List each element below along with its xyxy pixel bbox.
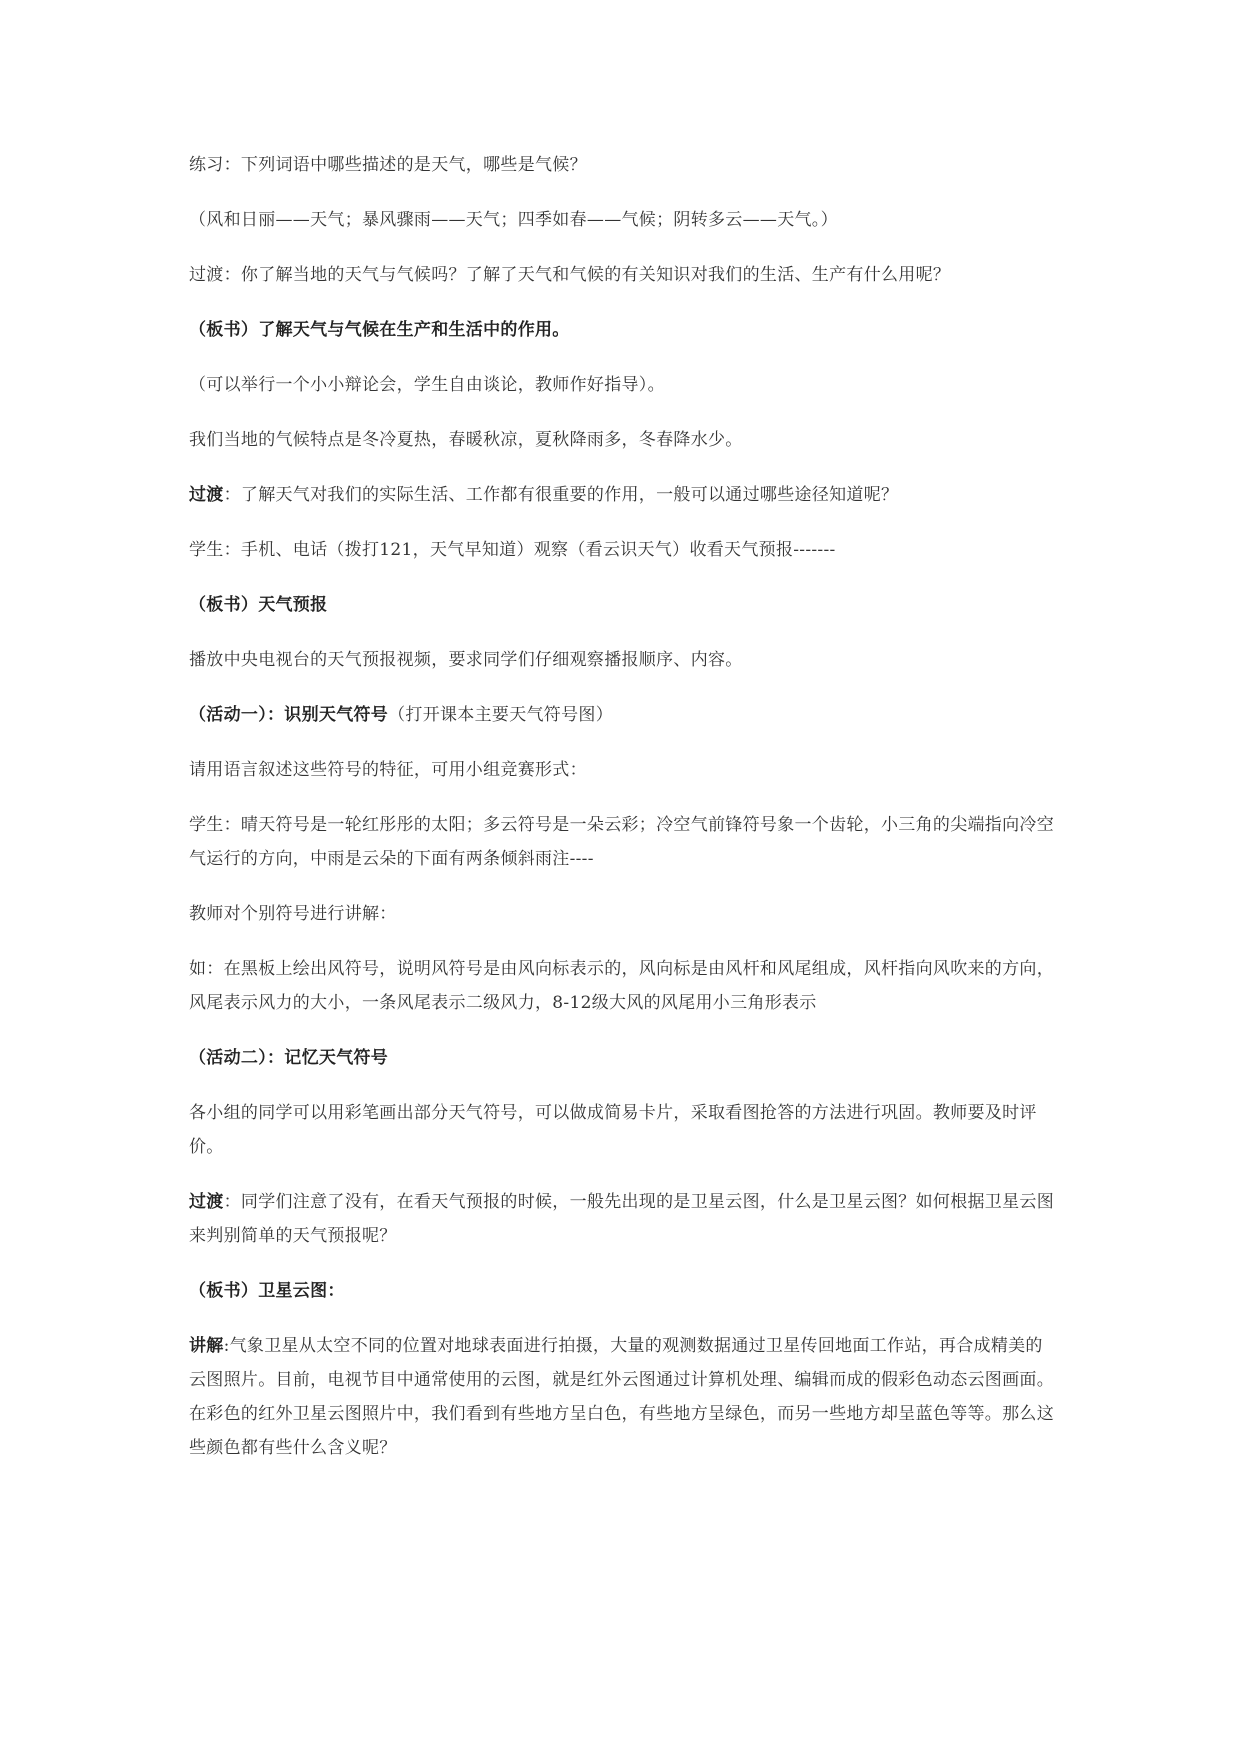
para-text: 教师对个别符号进行讲解：: [189, 904, 397, 924]
para-text: （风和日丽——天气；暴风骤雨——天气；四季如春——气候；阴转多云——天气。）: [189, 210, 838, 230]
exercise-paragraph: [189, 148, 1059, 182]
para-lead: 过渡: [189, 485, 224, 505]
para-text: 各小组的同学可以用彩笔画出部分天气符号，可以做成简易卡片，采取看图抢答的方法进行巩固。教师要及时评价。: [189, 1103, 1037, 1157]
activity-one-heading: [189, 698, 1059, 732]
para-text: 如：在黑板上绘出风符号，说明风符号是由风向标表示的，风向标是由风杆和风尾组成，风杆指向风吹来的方向，风尾表示风力的大小，一条风尾表示二级风力，8-12级大风的风尾用小三角形表示: [189, 959, 1054, 1013]
para-lead: 过渡: [189, 1192, 224, 1212]
para-lead: （板书）天气预报: [189, 595, 328, 615]
student-answer-paragraph: [189, 808, 1059, 876]
video-paragraph: [189, 643, 1059, 677]
para-text: 我们当地的气候特点是冬冷夏热，春暖秋凉，夏秋降雨多，冬春降水少。: [189, 430, 743, 450]
para-text: （可以举行一个小小辩论会，学生自由谈论，教师作好指导）。: [189, 375, 665, 395]
para-text: （打开课本主要天气符号图）: [388, 705, 614, 725]
transition-paragraph: [189, 258, 1059, 292]
para-text: 播放中央电视台的天气预报视频，要求同学们仔细观察播报顺序、内容。: [189, 650, 743, 670]
explanation-paragraph: [189, 1329, 1059, 1465]
para-lead: （板书）卫星云图：: [189, 1281, 345, 1301]
para-lead: （活动一）：识别天气符号: [189, 705, 389, 725]
blackboard-heading: [189, 588, 1059, 622]
para-text: 学生：晴天符号是一轮红彤彤的太阳；多云符号是一朵云彩；冷空气前锋符号象一个齿轮，小三角的尖端指向冷空气运行的方向，中雨是云朵的下面有两条倾斜雨注----: [189, 815, 1054, 869]
para-text: 练习：下列词语中哪些描述的是天气，哪些是气候？: [189, 155, 587, 175]
debate-paragraph: [189, 368, 1059, 402]
transition-paragraph: [189, 478, 1059, 512]
climate-paragraph: [189, 423, 1059, 457]
para-text: :气象卫星从太空不同的位置对地球表面进行拍摄，大量的观测数据通过卫星传回地面工作站，再合成精美的云图照片。目前，电视节目中通常使用的云图，就是红外云图通过计算机处理、编辑而成的假彩色动态云图画面。在彩色的红外卫星云图照片中，我们看到有些地方呈白色，有些地方呈绿色，而另一些地方却呈蓝色等等。那么这些颜色都有些什么含义呢？: [189, 1336, 1054, 1458]
para-text: 学生：手机、电话（拨打121，天气早知道）观察（看云识天气）收看天气预报-------: [189, 540, 836, 560]
para-text: ：同学们注意了没有，在看天气预报的时候，一般先出现的是卫星云图，什么是卫星云图？如何根据卫星云图来判别简单的天气预报呢？: [189, 1192, 1055, 1246]
blackboard-heading: [189, 313, 1059, 347]
transition-paragraph: [189, 1185, 1059, 1253]
para-text: 请用语言叙述这些符号的特征，可用小组竞赛形式：: [189, 760, 587, 780]
para-text: 过渡：你了解当地的天气与气候吗？了解了天气和气候的有关知识对我们的生活、生产有什么用呢？: [189, 265, 951, 285]
exercise-answer: [189, 203, 1059, 237]
activity-two-heading: [189, 1041, 1059, 1075]
wind-symbol-paragraph: [189, 952, 1059, 1020]
teacher-paragraph: [189, 897, 1059, 931]
instruction-paragraph: [189, 753, 1059, 787]
para-lead: （活动二）：记忆天气符号: [189, 1048, 389, 1068]
para-text: ：了解天气对我们的实际生活、工作都有很重要的作用，一般可以通过哪些途径知道呢？: [223, 485, 899, 505]
para-lead: （板书）了解天气与气候在生产和生活中的作用。: [189, 320, 570, 340]
blackboard-heading: [189, 1274, 1059, 1308]
group-activity-paragraph: [189, 1096, 1059, 1164]
para-lead: 讲解: [189, 1336, 224, 1356]
student-paragraph: [189, 533, 1059, 567]
